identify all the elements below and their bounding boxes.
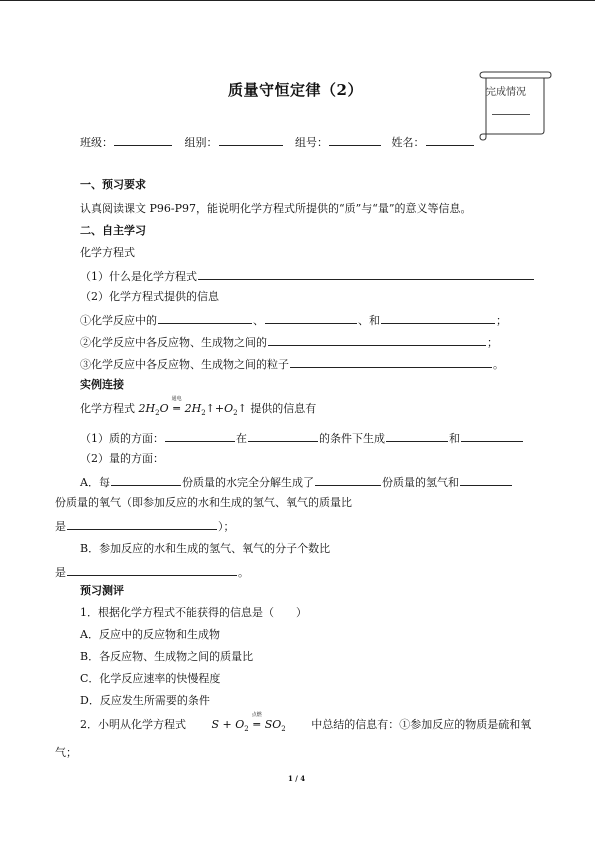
sulfur-equation-arrow: 点燃 ═ <box>251 712 262 731</box>
q1-text: （1）什么是化学方程式 <box>80 270 197 283</box>
a-blank-1[interactable] <box>111 474 181 486</box>
quantity-a-line2: 份质量的氧气（即参加反应的水和生成的氢气、氧气的质量比 <box>55 496 352 509</box>
test-heading: 预习测评 <box>80 584 124 597</box>
item3-row <box>80 356 504 372</box>
section2-subheading: 化学方程式 <box>80 246 135 259</box>
top-border-line <box>0 0 595 1</box>
q2-suffix: 中总结的信息有：①参加反应的物质是硫和氧 <box>311 718 532 731</box>
group-no-label: 组号： <box>295 136 328 149</box>
b-line2-end: 。 <box>238 566 249 579</box>
a-blank-3[interactable] <box>460 474 512 486</box>
item3-prefix: ③化学反应中各反应物、生成物之间的粒子 <box>80 358 289 371</box>
quality-blank-4[interactable] <box>461 430 523 442</box>
test-option-d[interactable]: D．反应发生所需要的条件 <box>80 694 210 707</box>
section1-text: 认真阅读课文 P96-P97，能说明化学方程式所提供的“质”与“量”的意义等信息。 <box>80 202 472 215</box>
test-q2-line2: 气； <box>55 746 77 759</box>
item3-end: 。 <box>493 358 504 371</box>
water-equation: $2H_2O$ 通电 ═ $2H_2↑+O_2↑$ <box>138 396 247 417</box>
test-q1: 1．根据化学方程式不能获得的信息是（ ） <box>80 606 307 619</box>
a-ratio-blank[interactable] <box>67 518 217 530</box>
quality-blank-1[interactable] <box>165 430 235 442</box>
quality-blank-2[interactable] <box>248 430 318 442</box>
eq-suffix: 提供的信息有 <box>250 402 317 415</box>
item1-sep2: 、和 <box>358 314 380 327</box>
quality-label: （1）质的方面： <box>80 432 164 445</box>
equation-arrow: 通电 ═ <box>171 396 182 415</box>
eq-prefix: 化学方程式 <box>80 402 135 415</box>
q2-text: （2）化学方程式提供的信息 <box>80 290 219 303</box>
test-option-c[interactable]: C．化学反应速率的快慢程度 <box>80 672 221 685</box>
quality-row <box>80 430 524 446</box>
quality-cond: 的条件下生成 <box>319 432 385 445</box>
item2-row <box>80 334 498 350</box>
test-option-b[interactable]: B．各反应物、生成物之间的质量比 <box>80 650 254 663</box>
quantity-b-line2 <box>55 564 249 580</box>
a-line3-prefix: 是 <box>55 520 66 533</box>
quantity-a-line3 <box>55 518 235 534</box>
sulfur-equation: $S + O_2$ 点燃 ═ $SO_2$ <box>211 712 286 733</box>
b-line2-prefix: 是 <box>55 566 66 579</box>
item1-blank-c[interactable] <box>381 312 495 324</box>
group-no-field[interactable] <box>329 134 381 146</box>
section1-heading: 一、预习要求 <box>80 178 146 191</box>
item1-end: ； <box>496 314 507 327</box>
q2-prefix: 2．小明从化学方程式 <box>80 718 186 731</box>
item1-blank-b[interactable] <box>265 312 357 324</box>
completion-label: 完成情况 <box>486 87 526 98</box>
quality-at: 在 <box>236 432 247 445</box>
section2-heading: 二、自主学习 <box>80 224 146 237</box>
completion-scroll <box>476 67 552 143</box>
item1-blank-a[interactable] <box>158 312 252 324</box>
item1-row <box>80 312 507 328</box>
a-mid1: 份质量的水完全分解生成了 <box>181 476 314 489</box>
q2-condition: 点燃 <box>251 712 262 718</box>
quantity-label: （2）量的方面： <box>80 452 164 465</box>
item3-blank[interactable] <box>290 356 492 368</box>
class-label: 班级： <box>80 136 113 149</box>
eq-condition: 通电 <box>171 396 182 402</box>
item2-blank[interactable] <box>268 334 486 346</box>
item1-sep1: 、 <box>253 314 264 327</box>
a-blank-2[interactable] <box>315 474 381 486</box>
q-what-is-equation <box>80 268 535 284</box>
a-prefix: A．每 <box>80 476 110 489</box>
item2-prefix: ②化学反应中各反应物、生成物之间的 <box>80 336 267 349</box>
equation-row <box>80 396 317 420</box>
item2-end: ； <box>487 336 498 349</box>
example-heading: 实例连接 <box>80 378 124 391</box>
q1-answer[interactable] <box>198 268 534 280</box>
item1-prefix: ①化学反应中的 <box>80 314 157 327</box>
group-label: 组别： <box>184 136 218 149</box>
scroll-icon <box>476 67 552 143</box>
info-row <box>80 134 475 150</box>
test-q2-row <box>80 712 532 736</box>
page-title: 质量守恒定律（2） <box>228 81 363 99</box>
completion-blank <box>492 114 530 115</box>
test-option-a[interactable]: A．反应中的反应物和生成物 <box>80 628 220 641</box>
quantity-b-text: B．参加反应的水和生成的氢气、氧气的分子个数比 <box>80 542 331 555</box>
a-line3-end: ）； <box>218 520 235 533</box>
quality-and: 和 <box>449 432 460 445</box>
page-number: 1 / 4 <box>288 774 306 783</box>
group-field[interactable] <box>219 134 283 146</box>
name-field[interactable] <box>426 134 474 146</box>
class-field[interactable] <box>114 134 172 146</box>
quantity-a-row <box>80 474 513 490</box>
name-label: 姓名： <box>391 136 425 149</box>
b-ratio-blank[interactable] <box>67 564 237 576</box>
quality-blank-3[interactable] <box>386 430 448 442</box>
a-mid2: 份质量的氢气和 <box>381 476 459 489</box>
